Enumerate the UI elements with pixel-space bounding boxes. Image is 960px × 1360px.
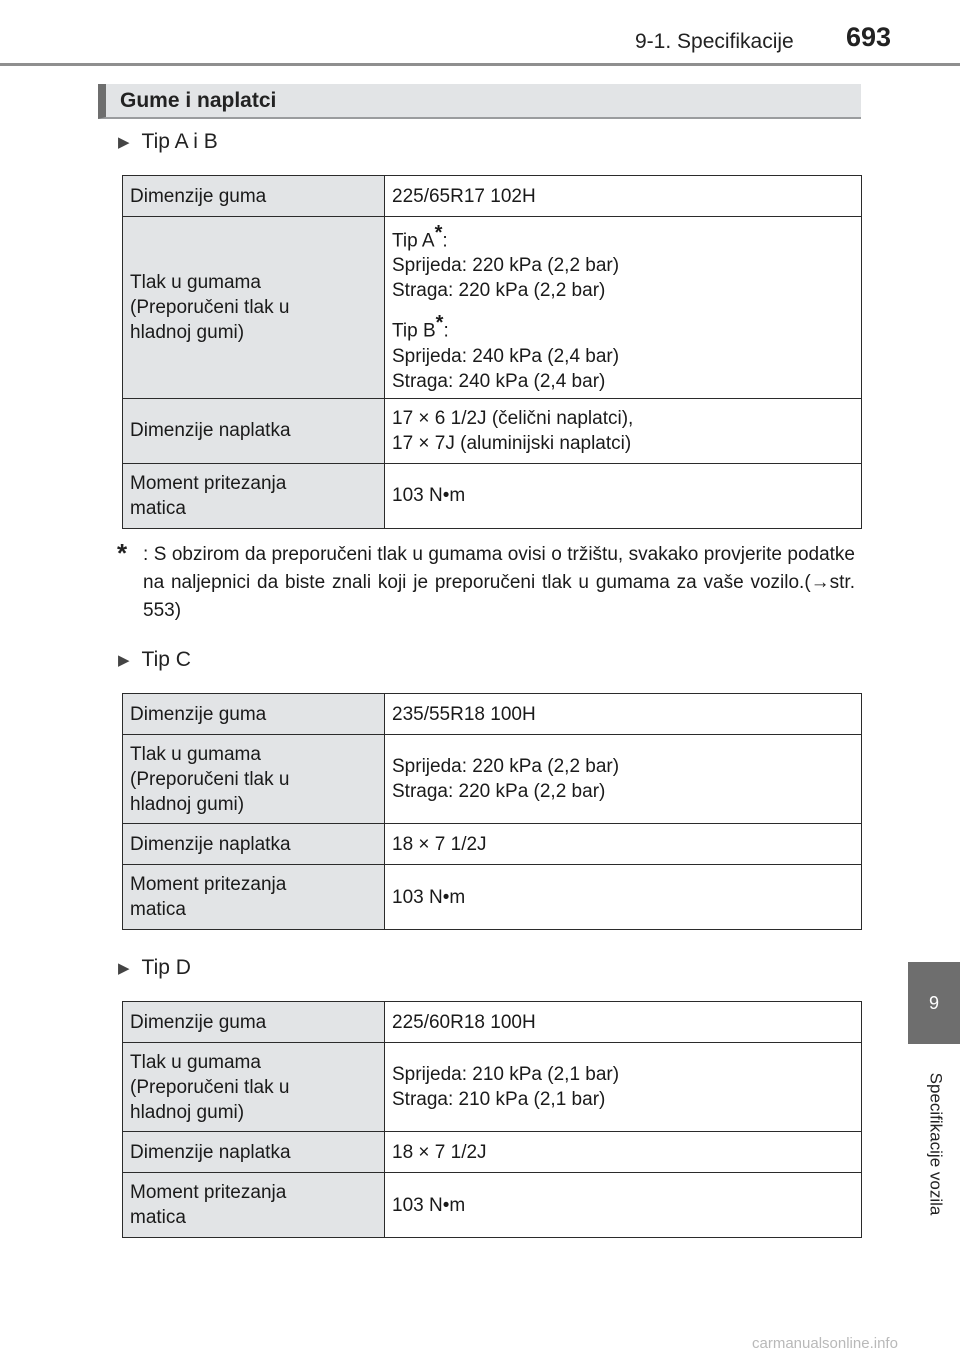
footnote-text: : S obzirom da preporučeni tlak u gumama ovisi o tržištu, svakako provjerite podatke na naljepnici da biste znali koji je preporučeni tlak u gumama za vaše vozilo.(→str. 553)	[143, 544, 855, 621]
row-key: Tlak u gumama (Preporučeni tlak u hladnoj gumi)	[123, 1043, 385, 1132]
pressure-group-a	[392, 221, 854, 303]
table-row	[123, 735, 862, 824]
row-value: 18 × 7 1/2J	[385, 1132, 862, 1173]
chapter-tab-label	[915, 1055, 955, 1233]
group-label: Tip B	[392, 320, 436, 342]
spec-table-type-ab	[122, 175, 862, 529]
row-value: 103 N•m	[385, 865, 862, 930]
group-colon: :	[443, 320, 449, 342]
row-key: Moment pritezanja matica	[123, 463, 385, 528]
bullet-triangle-icon: ▶	[118, 652, 130, 669]
group-label: Tip A	[392, 230, 435, 252]
table-row	[123, 398, 862, 463]
table-row	[123, 1132, 862, 1173]
section-title: Gume i naplatci	[98, 84, 861, 119]
row-key: Dimenzije guma	[123, 694, 385, 735]
row-value: Sprijeda: 210 kPa (2,1 bar) Straga: 210 kPa (2,1 bar)	[385, 1043, 862, 1132]
row-key: Dimenzije guma	[123, 1002, 385, 1043]
row-value: 225/65R17 102H	[385, 176, 862, 217]
row-key: Moment pritezanja matica	[123, 865, 385, 930]
row-value: 235/55R18 100H	[385, 694, 862, 735]
spec-table-type-d	[122, 1001, 862, 1238]
row-key: Tlak u gumama (Preporučeni tlak u hladnoj gumi)	[123, 735, 385, 824]
header-divider	[0, 63, 960, 66]
subheading-type-ab	[118, 130, 218, 154]
row-key: Dimenzije naplatka	[123, 824, 385, 865]
group-colon: :	[442, 230, 448, 252]
subheading-type-ab-label: Tip A i B	[141, 130, 218, 153]
spec-table-type-c	[122, 693, 862, 930]
row-key: Dimenzije naplatka	[123, 1132, 385, 1173]
page-number: 693	[846, 22, 892, 52]
chapter-tab-number: 9	[908, 962, 960, 1044]
group-lines: Sprijeda: 220 kPa (2,2 bar) Straga: 220 kPa (2,2 bar)	[392, 255, 620, 302]
section-header: 9-1. Specifikacije	[635, 30, 794, 53]
row-key: Tlak u gumama (Preporučeni tlak u hladnoj gumi)	[123, 217, 385, 399]
subheading-type-c-label: Tip C	[141, 648, 191, 671]
pressure-group-b	[392, 311, 854, 393]
table-row	[123, 1043, 862, 1132]
table-row	[123, 1173, 862, 1238]
row-key: Dimenzije naplatka	[123, 398, 385, 463]
footnote-star: *	[435, 312, 444, 335]
table-row	[123, 176, 862, 217]
row-value: Sprijeda: 220 kPa (2,2 bar) Straga: 220 kPa (2,2 bar)	[385, 735, 862, 824]
table-row	[123, 1002, 862, 1043]
chapter-tab-label-text: Specifikacije vozila	[926, 1072, 945, 1216]
table-row	[123, 694, 862, 735]
group-lines: Sprijeda: 240 kPa (2,4 bar) Straga: 240 kPa (2,4 bar)	[392, 345, 620, 392]
table-row	[123, 865, 862, 930]
row-value: 17 × 6 1/2J (čelični naplatci), 17 × 7J (aluminijski naplatci)	[385, 398, 862, 463]
footnote-star: *	[434, 222, 443, 244]
subheading-type-d-label: Tip D	[141, 956, 191, 979]
row-value: 18 × 7 1/2J	[385, 824, 862, 865]
table-row	[123, 217, 862, 399]
table-row	[123, 824, 862, 865]
row-value: 103 N•m	[385, 463, 862, 528]
row-value	[385, 217, 862, 399]
bullet-triangle-icon: ▶	[118, 960, 130, 977]
subheading-type-d	[118, 956, 191, 980]
row-value: 225/60R18 100H	[385, 1002, 862, 1043]
footnote-marker: *	[117, 538, 128, 568]
table-row	[123, 463, 862, 528]
row-value: 103 N•m	[385, 1173, 862, 1238]
subheading-type-c	[118, 648, 191, 672]
bullet-triangle-icon: ▶	[118, 134, 130, 151]
row-key: Moment pritezanja matica	[123, 1173, 385, 1238]
watermark: carmanualsonline.info	[752, 1335, 898, 1352]
row-key: Dimenzije guma	[123, 176, 385, 217]
